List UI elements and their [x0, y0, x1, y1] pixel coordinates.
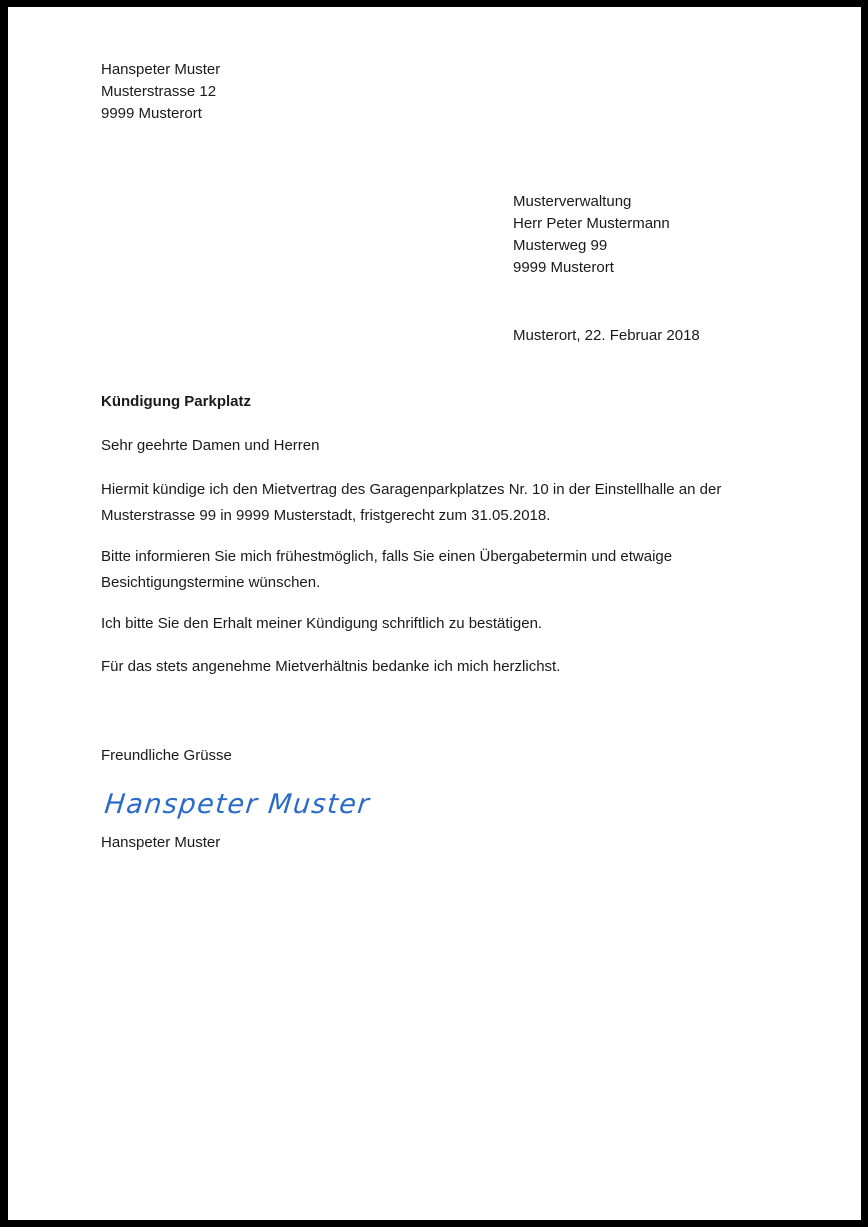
handwritten-signature: Hanspeter Muster: [103, 789, 372, 820]
subject-line: Kündigung Parkplatz: [101, 393, 251, 410]
recipient-address-block: [513, 191, 670, 279]
recipient-city: 9999 Musterort: [513, 259, 614, 276]
body-paragraph-4: Für das stets angenehme Mietverhältnis bedanke ich mich herzlichst.: [101, 658, 561, 675]
recipient-name: Herr Peter Mustermann: [513, 215, 670, 232]
sender-street: Musterstrasse 12: [101, 83, 217, 100]
body-paragraph-2: Bitte informieren Sie mich frühestmöglich, falls Sie einen Übergabetermin und etwaige Besichtigungstermine wünschen.: [101, 548, 673, 591]
sender-address-block: [101, 59, 220, 125]
recipient-company: Musterverwaltung: [513, 193, 632, 210]
body-paragraph-3: Ich bitte Sie den Erhalt meiner Kündigung schriftlich zu bestätigen.: [101, 615, 543, 632]
signature-printed-name: Hanspeter Muster: [101, 834, 221, 851]
closing-line: Freundliche Grüsse: [101, 747, 232, 764]
letter-content: [8, 7, 861, 1220]
recipient-street: Musterweg 99: [513, 237, 608, 254]
sender-name: Hanspeter Muster: [101, 61, 221, 78]
salutation-line: Sehr geehrte Damen und Herren: [101, 437, 320, 454]
body-paragraph-1: Hiermit kündige ich den Mietvertrag des Garagenparkplatzes Nr. 10 in der Einstellhalle an der Musterstrasse 99 in 9999 Musterstadt, fristgerecht zum 31.05.2018.: [101, 481, 722, 524]
letter-page: [8, 7, 861, 1220]
date-line: Musterort, 22. Februar 2018: [513, 327, 700, 344]
sender-city: 9999 Musterort: [101, 105, 202, 122]
